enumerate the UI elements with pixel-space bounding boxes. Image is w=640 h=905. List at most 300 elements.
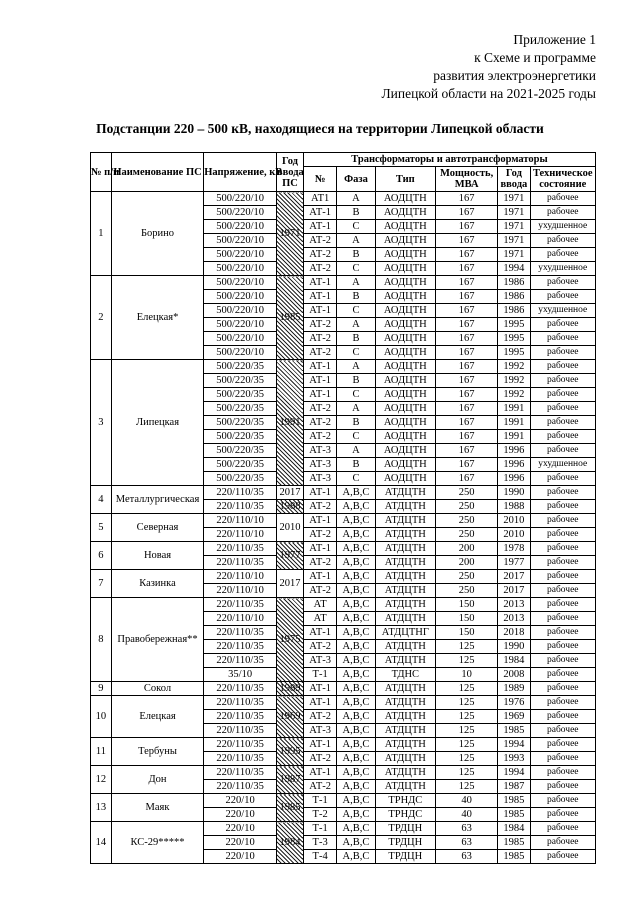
type-cell: АТДЦТН [375,598,435,612]
transformer-year: 1994 [498,766,530,780]
phase-cell: А,В,С [337,514,375,528]
substation-num: 3 [91,360,112,486]
type-cell: АОДЦТН [375,430,435,444]
transformer-num: АТ-3 [304,654,337,668]
phase-cell: А,В,С [337,738,375,752]
type-cell: АТДЦТНГ [375,626,435,640]
header-year: Год ввода ПС [276,153,303,192]
voltage-cell: 220/110/10 [204,570,277,584]
type-cell: АОДЦТН [375,206,435,220]
phase-cell: А [337,360,375,374]
power-cell: 167 [435,206,497,220]
voltage-cell: 220/110/35 [204,710,277,724]
table-row [91,542,596,556]
state-cell: ухудшенное [530,304,596,318]
type-cell: АОДЦТН [375,444,435,458]
state-cell: рабочее [530,780,596,794]
power-cell: 167 [435,234,497,248]
phase-cell: А,В,С [337,710,375,724]
substation-name: Новая [111,542,203,570]
year-cell: 1971 [276,192,303,276]
type-cell: АТДЦТН [375,500,435,514]
year-cell: 1985 [276,794,303,822]
appendix-line: к Схеме и программе [474,50,596,65]
transformer-num: Т-3 [304,836,337,850]
substation-name: Елецкая* [111,276,203,360]
power-cell: 167 [435,374,497,388]
state-cell: рабочее [530,430,596,444]
state-cell: рабочее [530,738,596,752]
year-cell: 1969 [276,696,303,738]
transformer-num: АТ-2 [304,430,337,444]
voltage-cell: 220/10 [204,836,277,850]
state-cell: рабочее [530,696,596,710]
transformer-num: АТ-2 [304,234,337,248]
type-cell: АТДЦТН [375,542,435,556]
type-cell: АОДЦТН [375,290,435,304]
transformer-num: АТ [304,612,337,626]
transformer-num: АТ-1 [304,206,337,220]
voltage-cell: 500/220/35 [204,360,277,374]
phase-cell: В [337,374,375,388]
substation-name: Маяк [111,794,203,822]
power-cell: 200 [435,542,497,556]
phase-cell: С [337,262,375,276]
voltage-cell: 500/220/35 [204,458,277,472]
substation-num: 10 [91,696,112,738]
phase-cell: А,В,С [337,626,375,640]
power-cell: 125 [435,724,497,738]
transformer-num: АТ-1 [304,374,337,388]
power-cell: 63 [435,850,497,864]
transformer-num: Т-1 [304,794,337,808]
phase-cell: А,В,С [337,724,375,738]
phase-cell: С [337,346,375,360]
voltage-cell: 220/110/35 [204,500,277,514]
voltage-cell: 220/110/10 [204,528,277,542]
header-transformers: Трансформаторы и автотрансформаторы [304,153,596,167]
transformer-year: 1986 [498,304,530,318]
phase-cell: А,В,С [337,682,375,696]
power-cell: 250 [435,486,497,500]
substation-num: 13 [91,794,112,822]
phase-cell: А [337,276,375,290]
substation-num: 6 [91,542,112,570]
state-cell: рабочее [530,332,596,346]
transformer-year: 1988 [498,500,530,514]
transformer-year: 1977 [498,556,530,570]
transformer-year: 2013 [498,598,530,612]
type-cell: АТДЦТН [375,710,435,724]
transformer-year: 1990 [498,486,530,500]
state-cell: рабочее [530,528,596,542]
power-cell: 10 [435,668,497,682]
voltage-cell: 220/110/35 [204,640,277,654]
voltage-cell: 220/110/35 [204,486,277,500]
state-cell: рабочее [530,724,596,738]
transformer-year: 1985 [498,836,530,850]
state-cell: рабочее [530,388,596,402]
transformer-year: 1992 [498,388,530,402]
type-cell: АОДЦТН [375,388,435,402]
state-cell: рабочее [530,374,596,388]
table-row [91,486,596,500]
state-cell: рабочее [530,766,596,780]
state-cell: рабочее [530,850,596,864]
state-cell: рабочее [530,808,596,822]
voltage-cell: 220/110/35 [204,696,277,710]
type-cell: ТРДЦН [375,850,435,864]
transformer-num: АТ-1 [304,220,337,234]
type-cell: АТДЦТН [375,584,435,598]
phase-cell: С [337,304,375,318]
power-cell: 167 [435,262,497,276]
type-cell: ТРДЦН [375,836,435,850]
power-cell: 125 [435,654,497,668]
voltage-cell: 220/110/35 [204,738,277,752]
table-row [91,766,596,780]
voltage-cell: 220/10 [204,808,277,822]
transformer-year: 2013 [498,612,530,626]
phase-cell: А,В,С [337,500,375,514]
phase-cell: С [337,220,375,234]
type-cell: АТДЦТН [375,556,435,570]
state-cell: ухудшенное [530,220,596,234]
type-cell: ТРНДС [375,808,435,822]
state-cell: рабочее [530,192,596,206]
year-cell: 1977 [276,542,303,570]
transformer-num: АТ [304,598,337,612]
voltage-cell: 220/10 [204,850,277,864]
substations-table [90,152,596,864]
power-cell: 167 [435,192,497,206]
transformer-year: 2008 [498,668,530,682]
type-cell: АОДЦТН [375,192,435,206]
transformer-num: АТ-2 [304,416,337,430]
phase-cell: А,В,С [337,766,375,780]
power-cell: 167 [435,360,497,374]
voltage-cell: 500/220/10 [204,318,277,332]
transformer-num: АТ-3 [304,472,337,486]
voltage-cell: 220/110/10 [204,514,277,528]
voltage-cell: 500/220/10 [204,248,277,262]
state-cell: рабочее [530,584,596,598]
table-row [91,738,596,752]
power-cell: 167 [435,458,497,472]
power-cell: 63 [435,836,497,850]
substation-num: 12 [91,766,112,794]
phase-cell: А,В,С [337,640,375,654]
type-cell: АТДЦТН [375,640,435,654]
phase-cell: А [337,402,375,416]
transformer-year: 1987 [498,780,530,794]
appendix-line: развития электроэнергетики [433,68,596,83]
phase-cell: А,В,С [337,668,375,682]
transformer-num: АТ-1 [304,276,337,290]
year-cell: 1991 [276,360,303,486]
transformer-year: 1991 [498,416,530,430]
state-cell: рабочее [530,444,596,458]
phase-cell: А,В,С [337,542,375,556]
type-cell: ТРДЦН [375,822,435,836]
transformer-year: 1978 [498,542,530,556]
transformer-num: АТ-1 [304,682,337,696]
phase-cell: А,В,С [337,794,375,808]
transformer-num: АТ-1 [304,738,337,752]
table-row [91,794,596,808]
substation-name: Липецкая [111,360,203,486]
header-t-year: Год ввода [498,167,530,192]
substation-num: 4 [91,486,112,514]
power-cell: 167 [435,416,497,430]
type-cell: АОДЦТН [375,472,435,486]
voltage-cell: 220/110/35 [204,542,277,556]
transformer-num: АТ-3 [304,444,337,458]
substation-num: 11 [91,738,112,766]
table-row [91,360,596,374]
state-cell: рабочее [530,416,596,430]
transformer-num: АТ-1 [304,388,337,402]
substation-num: 9 [91,682,112,696]
transformer-year: 1991 [498,402,530,416]
header-name: Наименование ПС [111,153,203,192]
state-cell: рабочее [530,570,596,584]
state-cell: рабочее [530,472,596,486]
state-cell: рабочее [530,234,596,248]
header-type: Тип [375,167,435,192]
phase-cell: А,В,С [337,556,375,570]
substation-num: 14 [91,822,112,864]
transformer-num: АТ-1 [304,626,337,640]
year-cell: 1995 [276,738,303,766]
transformer-year: 1969 [498,710,530,724]
type-cell: ТДНС [375,668,435,682]
transformer-num: АТ-1 [304,290,337,304]
transformer-num: АТ-2 [304,780,337,794]
type-cell: АТДЦТН [375,570,435,584]
phase-cell: А [337,318,375,332]
substation-num: 8 [91,598,112,682]
power-cell: 125 [435,752,497,766]
year-cell: 1987 [276,766,303,794]
substation-num: 2 [91,276,112,360]
phase-cell: А,В,С [337,584,375,598]
table-row [91,570,596,584]
phase-cell: А,В,С [337,808,375,822]
voltage-cell: 500/220/35 [204,444,277,458]
state-cell: рабочее [530,654,596,668]
state-cell: рабочее [530,486,596,500]
type-cell: АТДЦТН [375,766,435,780]
transformer-year: 2010 [498,528,530,542]
substation-name: Металлургическая [111,486,203,514]
power-cell: 125 [435,640,497,654]
type-cell: АТДЦТН [375,612,435,626]
year-cell: 2017 [276,486,303,500]
transformer-num: АТ-1 [304,514,337,528]
state-cell: рабочее [530,276,596,290]
type-cell: АТДЦТН [375,752,435,766]
voltage-cell: 220/110/35 [204,654,277,668]
power-cell: 250 [435,514,497,528]
transformer-year: 1989 [498,682,530,696]
transformer-year: 1995 [498,346,530,360]
substation-name: Борино [111,192,203,276]
phase-cell: А [337,192,375,206]
transformer-year: 1971 [498,248,530,262]
type-cell: АТДЦТН [375,654,435,668]
transformer-num: АТ-2 [304,262,337,276]
type-cell: АТДЦТН [375,486,435,500]
state-cell: ухудшенное [530,262,596,276]
transformer-num: АТ-2 [304,346,337,360]
substation-name: КС-29***** [111,822,203,864]
transformer-num: АТ1 [304,192,337,206]
power-cell: 63 [435,822,497,836]
state-cell: рабочее [530,556,596,570]
power-cell: 167 [435,346,497,360]
power-cell: 200 [435,556,497,570]
type-cell: АОДЦТН [375,220,435,234]
voltage-cell: 500/220/35 [204,472,277,486]
voltage-cell: 220/110/35 [204,556,277,570]
transformer-year: 1996 [498,458,530,472]
substation-num: 7 [91,570,112,598]
power-cell: 40 [435,808,497,822]
state-cell: рабочее [530,640,596,654]
transformer-year: 1976 [498,696,530,710]
phase-cell: А,В,С [337,850,375,864]
power-cell: 125 [435,696,497,710]
power-cell: 150 [435,612,497,626]
voltage-cell: 500/220/35 [204,388,277,402]
transformer-year: 2017 [498,570,530,584]
transformer-year: 1996 [498,472,530,486]
phase-cell: А,В,С [337,598,375,612]
year-cell: 2010 [276,514,303,542]
type-cell: АОДЦТН [375,248,435,262]
table-body [91,192,596,864]
voltage-cell: 220/110/35 [204,626,277,640]
year-cell: 1975 [276,598,303,682]
transformer-num: АТ-2 [304,318,337,332]
year-cell: 1985 [276,276,303,360]
header-state: Техническое состояние [530,167,596,192]
appendix-header [381,31,596,103]
transformer-year: 2017 [498,584,530,598]
substation-num: 1 [91,192,112,276]
power-cell: 167 [435,388,497,402]
type-cell: АОДЦТН [375,360,435,374]
table-row [91,598,596,612]
transformer-year: 1971 [498,220,530,234]
voltage-cell: 220/110/35 [204,752,277,766]
transformer-year: 1993 [498,752,530,766]
type-cell: АОДЦТН [375,234,435,248]
voltage-cell: 500/220/10 [204,290,277,304]
voltage-cell: 500/220/35 [204,402,277,416]
state-cell: рабочее [530,612,596,626]
transformer-num: АТ-1 [304,360,337,374]
transformer-num: АТ-2 [304,528,337,542]
substation-name: Северная [111,514,203,542]
substation-name: Тербуны [111,738,203,766]
voltage-cell: 220/110/10 [204,612,277,626]
type-cell: АОДЦТН [375,346,435,360]
type-cell: АТДЦТН [375,780,435,794]
type-cell: АОДЦТН [375,374,435,388]
state-cell: рабочее [530,710,596,724]
type-cell: АОДЦТН [375,262,435,276]
transformer-num: АТ-2 [304,710,337,724]
transformer-year: 1992 [498,374,530,388]
power-cell: 167 [435,472,497,486]
type-cell: АТДЦТН [375,696,435,710]
transformer-num: АТ-2 [304,500,337,514]
appendix-line: Приложение 1 [513,32,596,47]
phase-cell: С [337,472,375,486]
state-cell: рабочее [530,290,596,304]
power-cell: 167 [435,318,497,332]
transformer-year: 1985 [498,724,530,738]
transformer-num: АТ-2 [304,248,337,262]
phase-cell: А,В,С [337,528,375,542]
phase-cell: А,В,С [337,486,375,500]
type-cell: АОДЦТН [375,402,435,416]
power-cell: 167 [435,444,497,458]
voltage-cell: 500/220/35 [204,416,277,430]
transformer-year: 1995 [498,332,530,346]
substation-name: Правобережная** [111,598,203,682]
page-title: Подстанции 220 – 500 кВ, находящиеся на территории Липецкой области [96,121,544,136]
state-cell: рабочее [530,514,596,528]
power-cell: 125 [435,780,497,794]
table-row [91,696,596,710]
state-cell: рабочее [530,402,596,416]
transformer-year: 1994 [498,738,530,752]
transformer-year: 1971 [498,192,530,206]
header-num: № п/п [91,153,112,192]
transformer-year: 1971 [498,206,530,220]
power-cell: 250 [435,528,497,542]
transformer-num: АТ-2 [304,402,337,416]
transformer-year: 1994 [498,262,530,276]
type-cell: АОДЦТН [375,458,435,472]
table-row [91,682,596,696]
transformer-year: 1985 [498,808,530,822]
voltage-cell: 500/220/35 [204,374,277,388]
substation-name: Сокол [111,682,203,696]
power-cell: 150 [435,598,497,612]
power-cell: 250 [435,500,497,514]
state-cell: рабочее [530,248,596,262]
power-cell: 125 [435,766,497,780]
state-cell: ухудшенное [530,458,596,472]
state-cell: рабочее [530,500,596,514]
transformer-year: 1992 [498,360,530,374]
type-cell: АТДЦТН [375,724,435,738]
type-cell: АОДЦТН [375,416,435,430]
state-cell: рабочее [530,794,596,808]
state-cell: рабочее [530,598,596,612]
voltage-cell: 500/220/10 [204,262,277,276]
state-cell: рабочее [530,360,596,374]
state-cell: рабочее [530,626,596,640]
state-cell: рабочее [530,206,596,220]
transformer-num: АТ-1 [304,542,337,556]
transformer-num: Т-4 [304,850,337,864]
header-phase: Фаза [337,167,375,192]
